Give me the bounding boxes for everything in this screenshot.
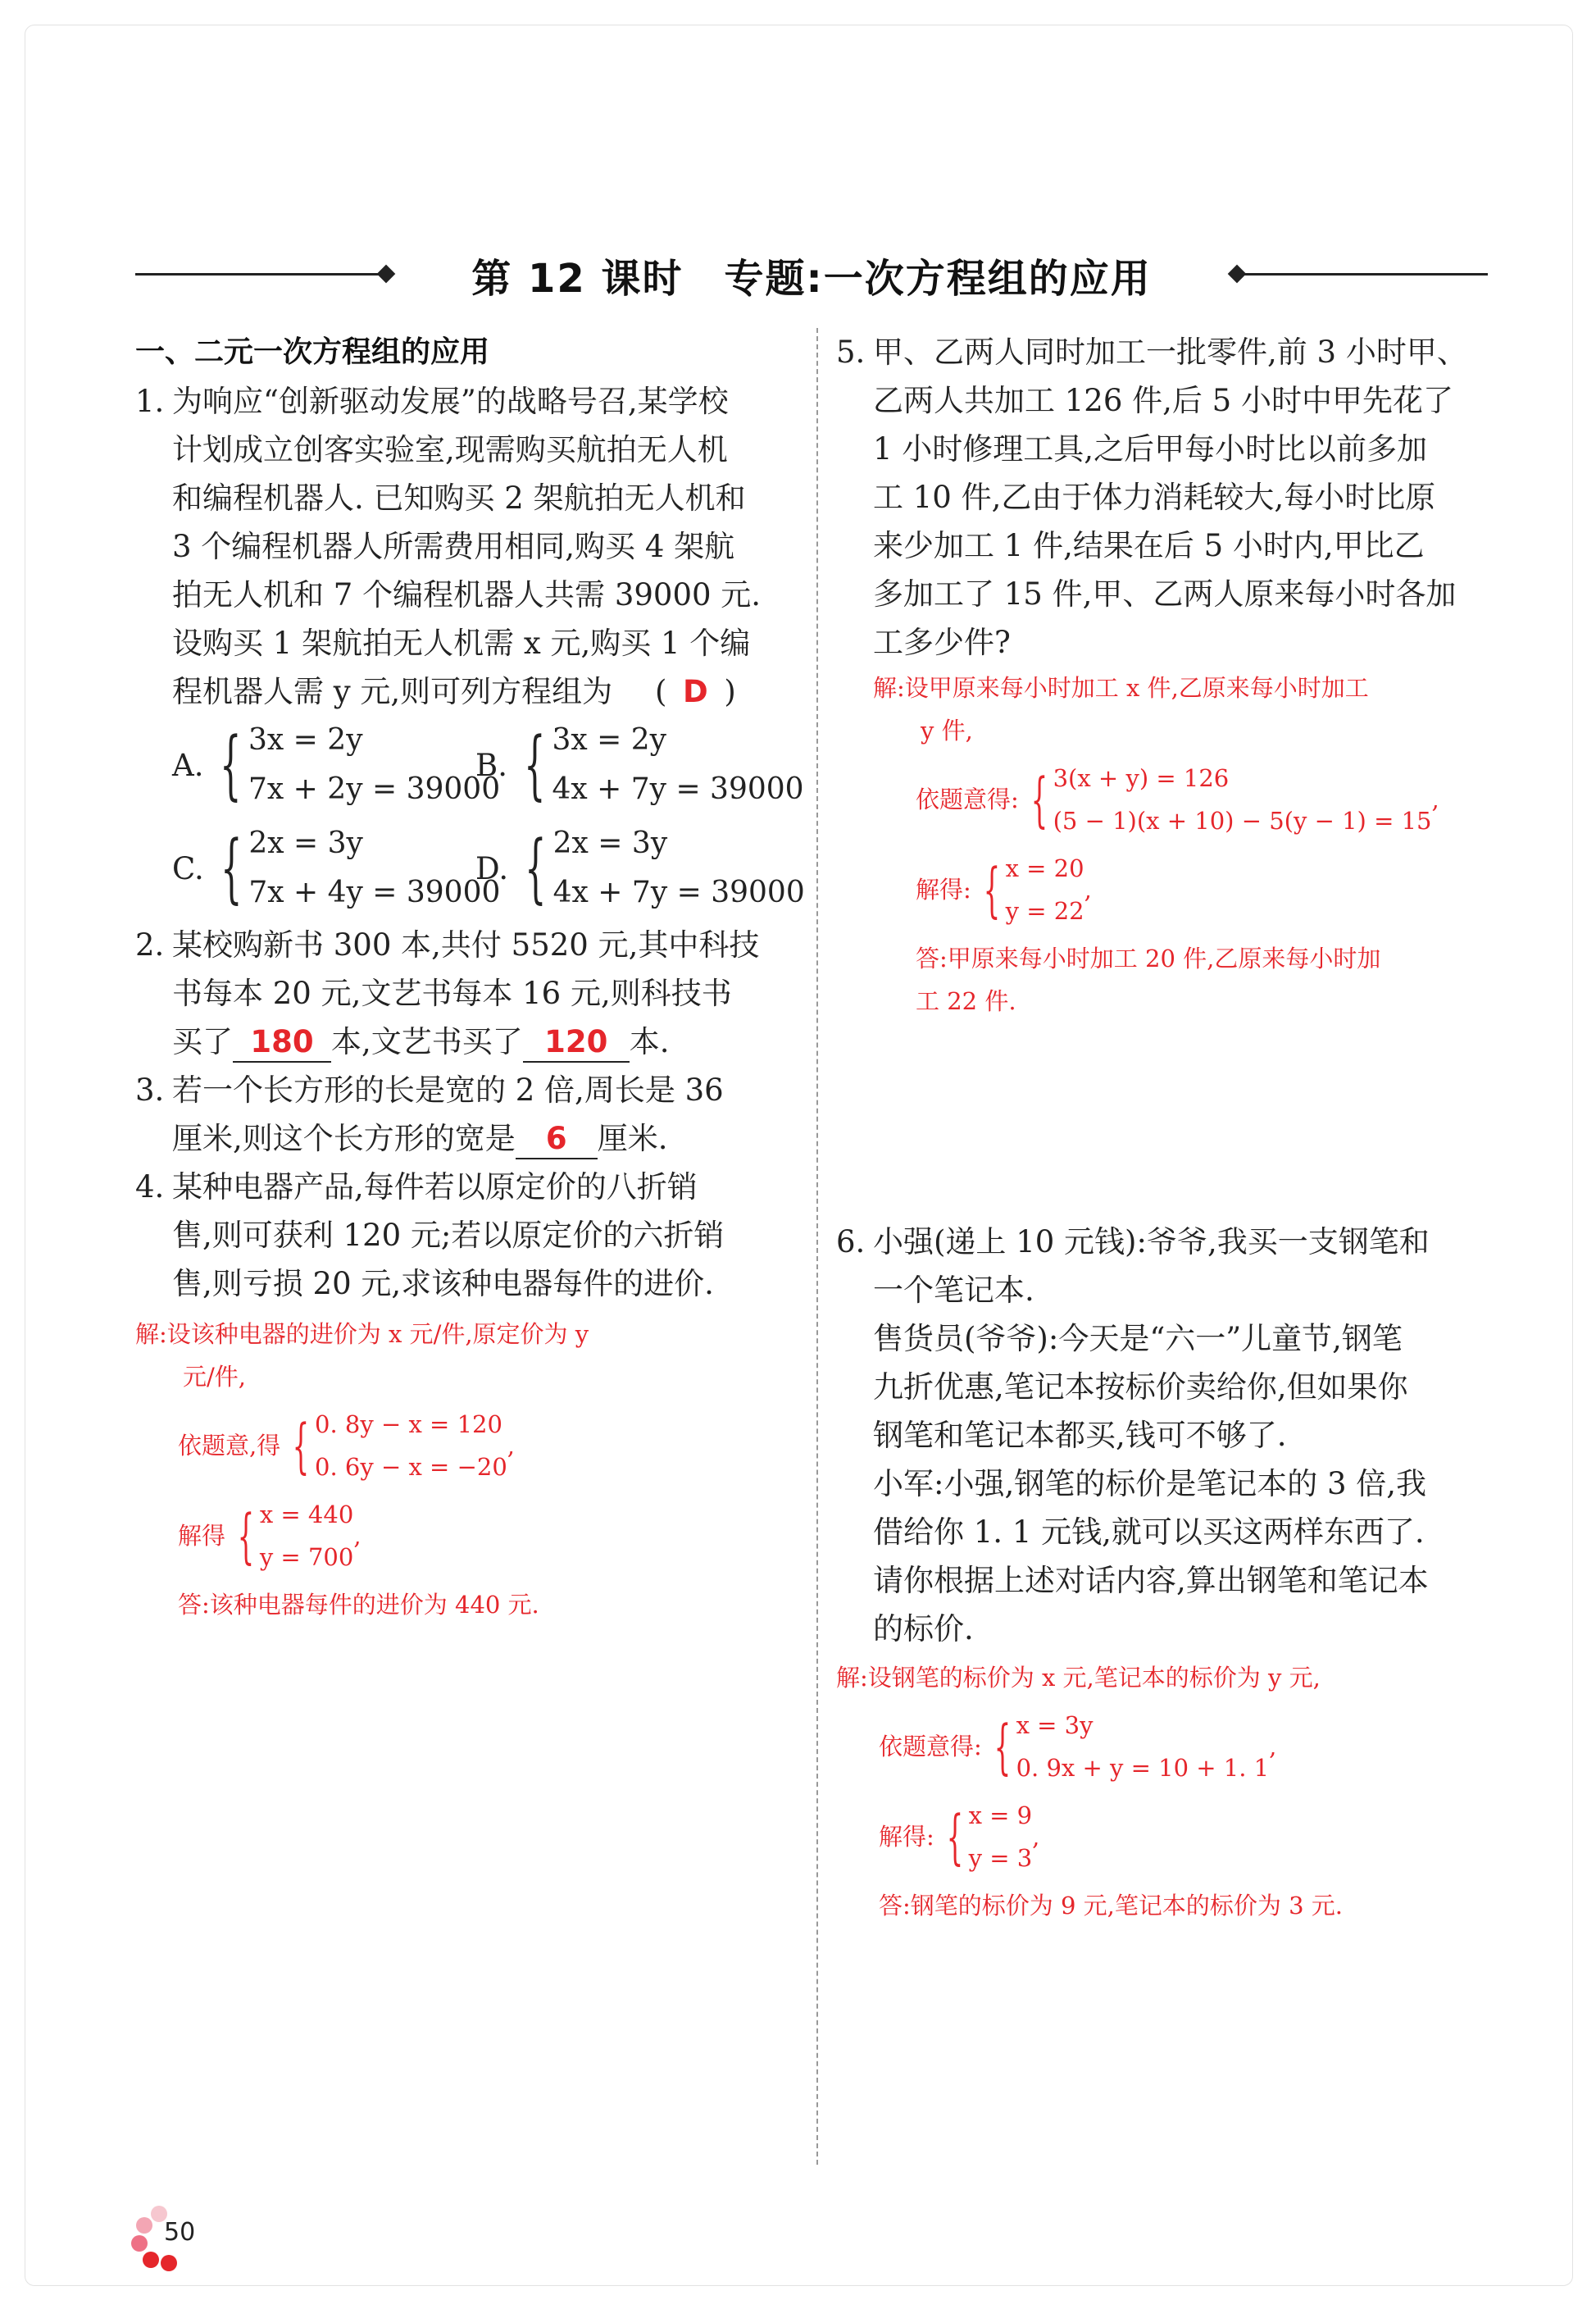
column-divider — [816, 328, 818, 2165]
answer-parens: ( D ) — [655, 674, 736, 709]
choice-options — [172, 716, 805, 921]
section-heading: 一、二元一次方程组的应用 — [135, 335, 490, 369]
solution-let: 解:设甲原来每小时加工 x 件,乙原来每小时加工 — [873, 674, 1369, 702]
solution-equations: 依题意得: { 3(x + y) = 126 (5 − 1)(x + 10) − 5(y − 1) = 15 , — [916, 764, 1439, 835]
question-4 — [135, 1163, 791, 1308]
question-line-last: 程机器人需 y 元,则可列方程组为 ( D ) — [172, 667, 791, 716]
solution-let: 解:设钢笔的标价为 x 元,笔记本的标价为 y 元, — [836, 1664, 1321, 1692]
question-line: 小军:小强,钢笔的标价是笔记本的 3 倍,我 — [873, 1466, 1427, 1501]
solution-answer-cont: 工 22 件. — [916, 987, 1016, 1015]
decor-dot — [161, 2255, 177, 2271]
question-line: 和编程机器人. 已知购买 2 架航拍无人机和 — [172, 480, 746, 516]
question-line: 为响应“创新驱动发展”的战略号召,某学校 — [172, 384, 729, 419]
question-line: 某校购新书 300 本,共付 5520 元,其中科技 — [172, 927, 760, 963]
question-line: 工多少件? — [873, 625, 1011, 660]
right-column — [836, 328, 1500, 1920]
question-line: 厘米,则这个长方形的宽是 6 厘米. — [172, 1114, 791, 1163]
question-line: 设购买 1 架航拍无人机需 x 元,购买 1 个编 — [172, 626, 751, 661]
question-line: 售货员(爷爷):今天是“六一”儿童节,钢笔 — [873, 1321, 1403, 1356]
solution-equations: 依题意得: { x = 3y 0. 9x + y = 10 + 1. 1 , — [879, 1711, 1277, 1782]
decor-dot — [136, 2217, 152, 2234]
solution-let: 解:设该种电器的进价为 x 元/件,原定价为 y — [135, 1320, 589, 1348]
question-line: 售,则亏损 20 元,求该种电器每件的进价. — [172, 1266, 714, 1301]
solution-result: 解得: { x = 20 y = 22 , — [916, 854, 1092, 925]
title-rule-right — [1242, 273, 1488, 276]
question-line: 售,则可获利 120 元;若以原定价的六折销 — [172, 1218, 725, 1253]
option-d: D. { 2x = 3y 4x + 7y = 39000 — [475, 824, 805, 912]
solution-6 — [836, 1656, 1537, 1927]
question-number: 2. — [135, 927, 165, 963]
question-line: 某种电器产品,每件若以原定价的八折销 — [172, 1169, 698, 1205]
left-column — [135, 328, 805, 1626]
question-5 — [836, 328, 1500, 667]
question-line: 的标价. — [873, 1611, 974, 1646]
question-3 — [135, 1066, 791, 1163]
question-1 — [135, 377, 791, 716]
title-rule-left — [135, 273, 381, 276]
question-line: 若一个长方形的长是宽的 2 倍,周长是 36 — [172, 1073, 724, 1108]
question-number: 6. — [836, 1224, 866, 1259]
question-line: 乙两人共加工 126 件,后 5 小时中甲先花了 — [873, 383, 1453, 418]
question-line: 借给你 1. 1 元钱,就可以买这两样东西了. — [873, 1514, 1425, 1550]
question-line: 甲、乙两人同时加工一批零件,前 3 小时甲、 — [873, 335, 1467, 370]
question-line: 3 个编程机器人所需费用相同,购买 4 架航 — [172, 529, 735, 564]
answer-choice: D — [683, 674, 708, 709]
page-title — [471, 247, 1151, 303]
page-number: 50 — [164, 2218, 196, 2247]
solution-let-cont: y 件, — [921, 717, 973, 745]
question-line: 1 小时修理工具,之后甲每小时比以前多加 — [873, 431, 1428, 467]
question-2 — [135, 921, 791, 1066]
question-6 — [836, 1218, 1537, 1927]
solution-answer: 答:该种电器每件的进价为 440 元. — [178, 1591, 539, 1619]
solution-answer: 答:钢笔的标价为 9 元,笔记本的标价为 3 元. — [879, 1892, 1343, 1920]
title-diamond-left — [377, 265, 396, 284]
question-line: 计划成立创客实验室,现需购买航拍无人机 — [172, 432, 728, 467]
lesson-title-bar — [135, 246, 1488, 303]
question-line: 拍无人机和 7 个编程机器人共需 39000 元. — [172, 577, 762, 613]
question-number: 4. — [135, 1169, 165, 1205]
question-line: 来少加工 1 件,结果在后 5 小时内,甲比乙 — [873, 528, 1425, 563]
solution-let-cont: 元/件, — [183, 1363, 246, 1391]
question-line: 买了 180 本,文艺书买了 120 本. — [172, 1018, 791, 1066]
question-line: 小强(递上 10 元钱):爷爷,我买一支钢笔和 — [873, 1224, 1430, 1259]
question-line: 工 10 件,乙由于体力消耗较大,每小时比原 — [873, 480, 1436, 515]
solution-result: 解得: { x = 9 y = 3 , — [879, 1801, 1040, 1872]
solution-4 — [135, 1313, 791, 1626]
question-number: 3. — [135, 1073, 165, 1108]
question-line: 书每本 20 元,文艺书每本 16 元,则科技书 — [172, 976, 732, 1011]
question-line: 一个笔记本. — [873, 1273, 1034, 1308]
question-line: 钢笔和笔记本都买,钱可不够了. — [873, 1418, 1287, 1453]
lesson-number: 第 12 课时 — [471, 255, 684, 302]
option-b: B. { 3x = 2y 4x + 7y = 39000 — [475, 721, 804, 808]
question-number: 1. — [135, 384, 165, 419]
option-c: C. { 2x = 3y 7x + 4y = 39000 — [172, 824, 501, 912]
solution-result: 解得 { x = 440 y = 700 , — [178, 1501, 361, 1571]
option-a: A. { 3x = 2y 7x + 2y = 39000 — [172, 721, 501, 808]
solution-5 — [873, 667, 1500, 1022]
solution-answer: 答:甲原来每小时加工 20 件,乙原来每小时加 — [916, 945, 1381, 972]
fill-blank-tech-books[interactable]: 180 — [233, 1023, 331, 1063]
question-number: 5. — [836, 335, 866, 370]
lesson-topic: 专题:一次方程组的应用 — [724, 255, 1152, 302]
fill-blank-art-books[interactable]: 120 — [523, 1023, 630, 1063]
solution-equations: 依题意,得 { 0. 8y − x = 120 0. 6y − x = −20 , — [178, 1410, 515, 1481]
question-line: 九折优惠,笔记本按标价卖给你,但如果你 — [873, 1369, 1408, 1405]
decor-dot — [143, 2252, 159, 2268]
decor-dot — [131, 2235, 148, 2252]
fill-blank-width[interactable]: 6 — [516, 1120, 598, 1159]
question-line: 多加工了 15 件,甲、乙两人原来每小时各加 — [873, 576, 1457, 612]
question-line: 请你根据上述对话内容,算出钢笔和笔记本 — [873, 1563, 1429, 1598]
